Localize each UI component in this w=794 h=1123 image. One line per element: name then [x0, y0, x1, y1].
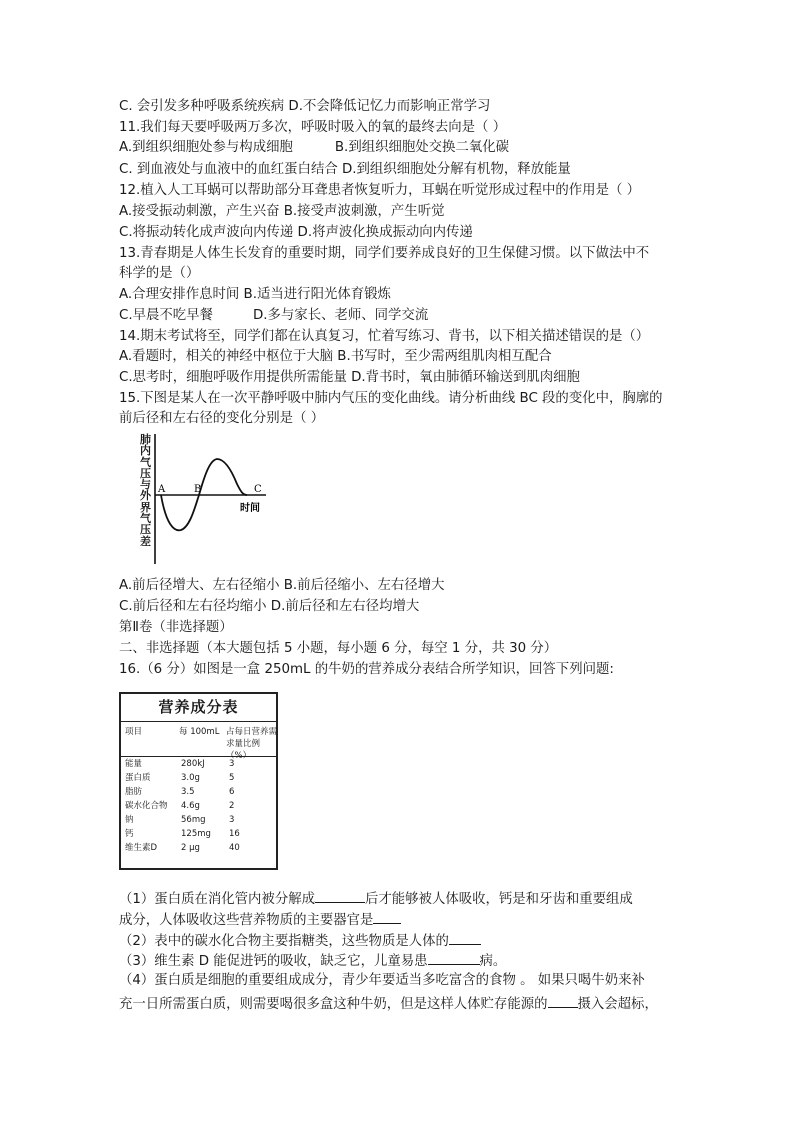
answer-blank-3[interactable] — [449, 930, 481, 945]
amount-per-100ml: 280kJ — [181, 759, 205, 769]
nutrient-name: 钠 — [125, 815, 134, 825]
amount-per-100ml: 2 μg — [181, 843, 200, 853]
nutrition-row — [121, 771, 276, 785]
q12-stem: 12.植入人工耳蜗可以帮助部分耳聋患者恢复听力，耳蜗在听觉形成过程中的作用是（ ） — [119, 183, 641, 198]
nutrition-row — [121, 827, 276, 841]
nutrient-name: 碳水化合物 — [125, 801, 168, 811]
nutrient-name: 维生素D — [125, 843, 158, 853]
daily-percent: 3 — [229, 815, 235, 825]
header-daily-percent: 占每日营养需求量比例（%） — [226, 727, 278, 761]
q13-option-c: C.早晨不吃早餐 — [119, 308, 213, 323]
q16-stem: 16.（6 分）如图是一盒 250mL 的牛奶的营养成分表结合所学知识，回答下列问题: — [119, 662, 614, 677]
nutrition-row — [121, 785, 276, 799]
nutrition-row — [121, 841, 276, 855]
daily-percent: 40 — [229, 843, 240, 853]
answer-blank-1[interactable] — [315, 888, 365, 903]
q10-option-cd: C. 会引发多种呼吸系统疾病 D.不会降低记忆力而影响正常学习 — [119, 99, 491, 114]
nutrition-row — [121, 799, 276, 813]
section-ii-title: 第Ⅱ卷（非选择题） — [119, 620, 233, 635]
q11-option-cd: C. 到血液处与血液中的血红蛋白结合 D.到组织细胞处分解有机物，释放能量 — [119, 162, 571, 177]
q11-option-ab — [119, 138, 509, 158]
header-item: 项目 — [125, 727, 143, 737]
q12-option-cd: C.将振动转化成声波向内传递 D.将声波化换成振动向内传递 — [119, 225, 473, 240]
q14-option-ab: A.看题时，相关的神经中枢位于大脑 B.书写时，至少需两组肌肉相互配合 — [119, 349, 552, 364]
q13-stem-line1: 13.青春期是人体生长发育的重要时期，同学们要养成良好的卫生保健习惯。以下做法中不 — [119, 246, 650, 261]
nutrition-table-header — [121, 722, 278, 761]
daily-percent: 6 — [229, 787, 235, 797]
q14-stem: 14.期末考试将至，同学们都在认真复习，忙着写练习、背书，以下相关描述错误的是（） — [119, 329, 650, 344]
nutrient-name: 能量 — [125, 759, 143, 769]
pressure-curve-figure — [138, 432, 278, 567]
section-ii-instructions: 二、非选择题（本大题包括 5 小题，每小题 6 分，每空 1 分，共 30 分） — [119, 641, 558, 656]
figure-x-axis-label: 时间 — [240, 503, 260, 514]
nutrition-table-title: 营养成分表 — [121, 694, 276, 722]
q14-option-cd: C.思考时，细胞呼吸作用提供所需能量 D.背书时，氧由肺循环输送到肌肉细胞 — [119, 370, 580, 385]
nutrition-row — [121, 813, 276, 827]
daily-percent: 5 — [229, 773, 235, 783]
q13-option-d: D.多与家长、老师、同学交流 — [252, 308, 429, 323]
nutrition-row — [121, 757, 276, 771]
q16-part2: （2）表中的碳水化合物主要指糖类，这些物质是人体的 — [119, 930, 481, 952]
q15-option-ab: A.前后径增大、左右径缩小 B.前后径缩小、左右径增大 — [119, 578, 445, 593]
q11-option-b: B.到组织细胞处交换二氧化碳 — [334, 140, 510, 155]
q13-option-ab: A.合理安排作息时间 B.适当进行阳光体育锻炼 — [119, 287, 391, 302]
amount-per-100ml: 125mg — [181, 829, 211, 839]
answer-blank-2[interactable] — [373, 909, 401, 924]
daily-percent: 16 — [229, 829, 240, 839]
q16-part4-line2: 充一日所需蛋白质，则需要喝很多盒这种牛奶，但是这样人体贮存能源的 摄入会超标， — [119, 993, 658, 1015]
pressure-curve-svg — [154, 432, 278, 567]
header-per-100ml: 每 100mL — [179, 727, 220, 737]
q13-option-cd — [119, 306, 428, 326]
amount-per-100ml: 56mg — [181, 815, 206, 825]
amount-per-100ml: 3.0g — [181, 773, 200, 783]
q11-option-a: A.到组织细胞处参与构成细胞 — [119, 140, 293, 155]
nutrient-name: 蛋白质 — [125, 773, 151, 783]
daily-percent: 2 — [229, 801, 235, 811]
q16-part1-line2: 成分，人体吸收这些营养物质的主要器官是 — [119, 909, 401, 931]
q16-part4-line1: （4）蛋白质是细胞的重要组成成分，青少年要适当多吃富含的食物 。 如果只喝牛奶来补 — [119, 973, 645, 988]
nutrition-table-body — [121, 757, 276, 855]
figure-y-axis-label: 肺内气压与外界气压差 — [140, 433, 151, 548]
answer-blank-4[interactable] — [428, 950, 480, 965]
daily-percent: 3 — [229, 759, 235, 769]
amount-per-100ml: 4.6g — [181, 801, 200, 811]
q12-option-ab: A.接受振动刺激，产生兴奋 B.接受声波刺激，产生听觉 — [119, 204, 445, 219]
answer-blank-5[interactable] — [548, 993, 578, 1008]
point-a-label: A — [158, 484, 166, 495]
nutrient-name: 脂肪 — [125, 787, 143, 797]
q15-option-cd: C.前后径和左右径均缩小 D.前后径和左右径均增大 — [119, 599, 420, 614]
point-b-label: B — [194, 484, 202, 495]
q15-stem-line2: 前后径和左右径的变化分别是（ ） — [119, 411, 325, 426]
q13-stem-line2: 科学的是（） — [119, 266, 200, 281]
nutrient-name: 钙 — [125, 829, 134, 839]
q16-part1-line1: （1）蛋白质在消化管内被分解成 后才能够被人体吸收，钙是和牙齿和重要组成 — [119, 888, 633, 910]
amount-per-100ml: 3.5 — [181, 787, 195, 797]
q11-stem: 11.我们每天要呼吸两万多次，呼吸时吸入的氧的最终去向是（ ） — [119, 120, 507, 135]
q16-part3: （3）维生素 D 能促进钙的吸收，缺乏它，儿童易患 病。 — [119, 950, 506, 972]
point-c-label: C — [254, 484, 262, 495]
q15-stem-line1: 15.下图是某人在一次平静呼吸中肺内气压的变化曲线。请分析曲线 BC 段的变化中，胸廓的 — [119, 391, 663, 406]
nutrition-table — [119, 692, 278, 870]
